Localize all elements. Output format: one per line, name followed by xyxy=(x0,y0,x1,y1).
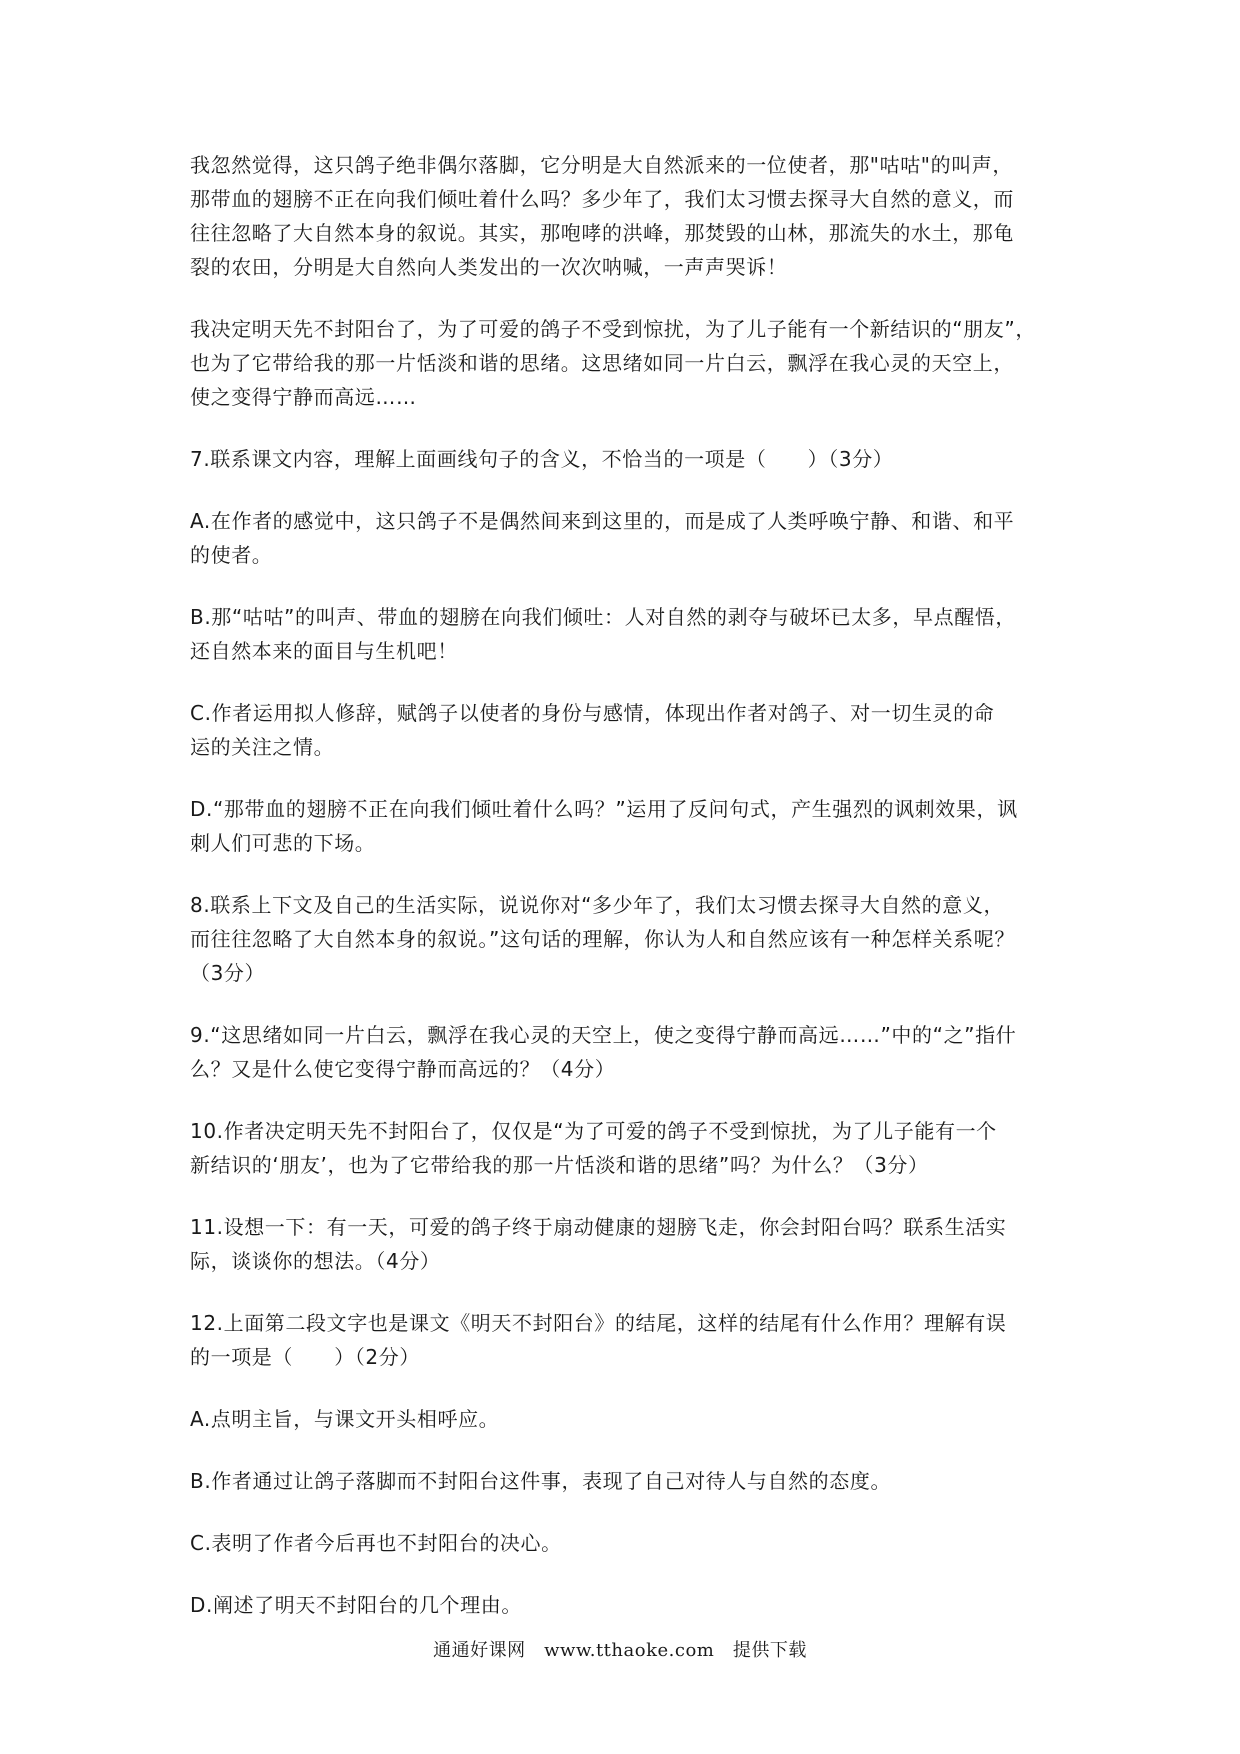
page-footer: 通通好课网 www.tthaoke.com 提供下载 xyxy=(433,1640,807,1661)
text-line: C.作者运用拟人修辞，赋鸽子以使者的身份与感情，体现出作者对鸽子、对一切生灵的命 xyxy=(190,701,995,725)
paragraph xyxy=(190,888,1070,990)
text-line: 12.上面第二段文字也是课文《明天不封阳台》的结尾，这样的结尾有什么作用？理解有误 xyxy=(190,1311,1007,1335)
text-line: 我决定明天先不封阳台了，为了可爱的鸽子不受到惊扰，为了儿子能有一个新结识的“朋友”， xyxy=(190,317,1036,341)
text-line: 10.作者决定明天先不封阳台了，仅仅是“为了可爱的鸽子不受到惊扰，为了儿子能有一个 xyxy=(190,1119,997,1143)
text-line: 那带血的翅膀不正在向我们倾吐着什么吗？多少年了，我们太习惯去探寻大自然的意义，而 xyxy=(190,187,1014,211)
text-line: 么？又是什么使它变得宁静而高远的？（4分） xyxy=(190,1057,616,1081)
text-line: 刺人们可悲的下场。 xyxy=(190,831,376,855)
paragraph xyxy=(190,442,1070,476)
text-line: 还自然本来的面目与生机吧！ xyxy=(190,639,458,663)
text-line: A.在作者的感觉中，这只鸽子不是偶然间来到这里的，而是成了人类呼唤宁静、和谐、和平 xyxy=(190,509,1015,533)
text-line: 的一项是（ ）（2分） xyxy=(190,1345,420,1369)
text-line: B.那“咕咕”的叫声、带血的翅膀在向我们倾吐：人对自然的剥夺与破坏已太多，早点醒悟， xyxy=(190,605,1016,629)
text-line: D.“那带血的翅膀不正在向我们倾吐着什么吗？”运用了反问句式，产生强烈的讽刺效果，讽 xyxy=(190,797,1018,821)
text-line: 际，谈谈你的想法。（4分） xyxy=(190,1249,441,1273)
paragraph xyxy=(190,1588,1070,1622)
text-line: 新结识的‘朋友’，也为了它带给我的那一片恬淡和谐的思绪”吗？为什么？（3分） xyxy=(190,1153,929,1177)
text-line: 也为了它带给我的那一片恬淡和谐的思绪。这思绪如同一片白云，飘浮在我心灵的天空上， xyxy=(190,351,1014,375)
paragraph xyxy=(190,148,1070,284)
paragraph xyxy=(190,600,1070,668)
paragraph xyxy=(190,1402,1070,1436)
text-line: 8.联系上下文及自己的生活实际，说说你对“多少年了，我们太习惯去探寻大自然的意义， xyxy=(190,893,1005,917)
text-line: C.表明了作者今后再也不封阳台的决心。 xyxy=(190,1531,562,1555)
paragraph xyxy=(190,1114,1070,1182)
paragraph xyxy=(190,1018,1070,1086)
text-line: （3分） xyxy=(190,961,266,985)
paragraph xyxy=(190,1306,1070,1374)
paragraph xyxy=(190,696,1070,764)
paragraph xyxy=(190,1526,1070,1560)
text-line: A.点明主旨，与课文开头相呼应。 xyxy=(190,1407,500,1431)
text-line: 而往往忽略了大自然本身的叙说。”这句话的理解，你认为人和自然应该有一种怎样关系呢？ xyxy=(190,927,1015,951)
text-line: 7.联系课文内容，理解上面画线句子的含义，不恰当的一项是（ ）（3分） xyxy=(190,447,894,471)
paragraph xyxy=(190,504,1070,572)
text-line: 11.设想一下：有一天，可爱的鸽子终于扇动健康的翅膀飞走，你会封阳台吗？联系生活实 xyxy=(190,1215,1007,1239)
text-line: 运的关注之情。 xyxy=(190,735,335,759)
text-line: 的使者。 xyxy=(190,543,273,567)
text-line: D.阐述了明天不封阳台的几个理由。 xyxy=(190,1593,522,1617)
text-line: 使之变得宁静而高远…… xyxy=(190,385,417,409)
paragraph xyxy=(190,312,1070,414)
paragraph xyxy=(190,1464,1070,1498)
document-body xyxy=(190,148,1070,1650)
text-line: 裂的农田，分明是大自然向人类发出的一次次呐喊，一声声哭诉！ xyxy=(190,255,788,279)
paragraph xyxy=(190,792,1070,860)
text-line: B.作者通过让鸽子落脚而不封阳台这件事，表现了自己对待人与自然的态度。 xyxy=(190,1469,892,1493)
text-line: 往往忽略了大自然本身的叙说。其实，那咆哮的洪峰，那焚毁的山林，那流失的水土，那龟 xyxy=(190,221,1014,245)
text-line: 9.“这思绪如同一片白云，飘浮在我心灵的天空上，使之变得宁静而高远……”中的“之”指什 xyxy=(190,1023,1017,1047)
text-line: 我忽然觉得，这只鸽子绝非偶尔落脚，它分明是大自然派来的一位使者，那"咕咕"的叫声， xyxy=(190,153,1013,177)
paragraph xyxy=(190,1210,1070,1278)
